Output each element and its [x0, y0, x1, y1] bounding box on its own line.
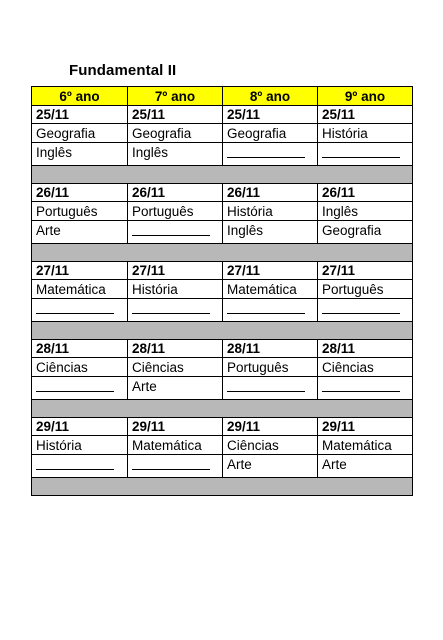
- date-cell: 25/11: [32, 106, 128, 124]
- blank-line: [132, 223, 210, 236]
- date-cell: 29/11: [223, 418, 318, 436]
- subject-row: [32, 221, 413, 244]
- subject-row: [32, 280, 413, 299]
- date-cell: 28/11: [128, 340, 223, 358]
- subject-row: [32, 299, 413, 322]
- date-cell: 25/11: [223, 106, 318, 124]
- subject-row: [32, 358, 413, 377]
- date-row: [32, 184, 413, 202]
- subject-cell: Geografia: [223, 124, 318, 143]
- column-header: 8º ano: [223, 87, 318, 106]
- subject-cell: Matemática: [32, 280, 128, 299]
- column-header: 9º ano: [318, 87, 413, 106]
- date-cell: 29/11: [32, 418, 128, 436]
- blank-line: [227, 301, 305, 314]
- separator-row: [32, 322, 413, 340]
- separator-row: [32, 244, 413, 262]
- date-cell: 27/11: [223, 262, 318, 280]
- subject-cell: [128, 455, 223, 478]
- subject-cell: Inglês: [223, 221, 318, 244]
- blank-line: [227, 145, 305, 158]
- separator-cell: [32, 400, 413, 418]
- date-cell: 28/11: [318, 340, 413, 358]
- subject-cell: Português: [32, 202, 128, 221]
- header-row: [32, 87, 413, 106]
- separator-row: [32, 400, 413, 418]
- subject-cell: [32, 299, 128, 322]
- blank-line: [132, 457, 210, 470]
- blank-line: [322, 301, 400, 314]
- separator-row: [32, 478, 413, 496]
- blank-line: [322, 145, 400, 158]
- separator-cell: [32, 322, 413, 340]
- subject-cell: Ciências: [318, 358, 413, 377]
- date-cell: 25/11: [318, 106, 413, 124]
- blank-line: [322, 379, 400, 392]
- date-cell: 26/11: [128, 184, 223, 202]
- date-cell: 26/11: [32, 184, 128, 202]
- subject-cell: Arte: [32, 221, 128, 244]
- subject-cell: [128, 299, 223, 322]
- date-cell: 29/11: [318, 418, 413, 436]
- subject-cell: Inglês: [32, 143, 128, 166]
- subject-cell: [128, 221, 223, 244]
- subject-cell: Matemática: [128, 436, 223, 455]
- subject-cell: [318, 143, 413, 166]
- subject-row: [32, 202, 413, 221]
- date-row: [32, 262, 413, 280]
- subject-cell: Inglês: [318, 202, 413, 221]
- subject-cell: Geografia: [318, 221, 413, 244]
- date-cell: 27/11: [128, 262, 223, 280]
- date-cell: 27/11: [318, 262, 413, 280]
- date-cell: 27/11: [32, 262, 128, 280]
- subject-cell: Matemática: [223, 280, 318, 299]
- subject-cell: Ciências: [223, 436, 318, 455]
- subject-cell: [32, 455, 128, 478]
- date-cell: 26/11: [318, 184, 413, 202]
- subject-row: [32, 455, 413, 478]
- subject-row: [32, 143, 413, 166]
- separator-cell: [32, 244, 413, 262]
- blank-line: [36, 301, 114, 314]
- subject-cell: História: [318, 124, 413, 143]
- separator-row: [32, 166, 413, 184]
- column-header: 7º ano: [128, 87, 223, 106]
- subject-cell: [318, 299, 413, 322]
- subject-cell: História: [32, 436, 128, 455]
- subject-cell: Matemática: [318, 436, 413, 455]
- subject-cell: Ciências: [32, 358, 128, 377]
- blank-line: [36, 379, 114, 392]
- subject-cell: Português: [223, 358, 318, 377]
- date-cell: 28/11: [223, 340, 318, 358]
- subject-cell: Arte: [128, 377, 223, 400]
- page-title: Fundamental II: [69, 62, 177, 79]
- separator-cell: [32, 478, 413, 496]
- blank-line: [132, 301, 210, 314]
- schedule-table: [31, 86, 413, 496]
- subject-cell: História: [128, 280, 223, 299]
- blank-line: [227, 379, 305, 392]
- date-row: [32, 106, 413, 124]
- subject-cell: Geografia: [32, 124, 128, 143]
- date-cell: 29/11: [128, 418, 223, 436]
- subject-cell: Arte: [318, 455, 413, 478]
- date-cell: 25/11: [128, 106, 223, 124]
- subject-cell: Português: [318, 280, 413, 299]
- date-row: [32, 418, 413, 436]
- subject-cell: História: [223, 202, 318, 221]
- date-cell: 26/11: [223, 184, 318, 202]
- blank-line: [36, 457, 114, 470]
- subject-cell: Ciências: [128, 358, 223, 377]
- date-row: [32, 340, 413, 358]
- schedule-body: [32, 87, 413, 496]
- subject-cell: [223, 377, 318, 400]
- separator-cell: [32, 166, 413, 184]
- subject-cell: Arte: [223, 455, 318, 478]
- subject-cell: [223, 299, 318, 322]
- subject-row: [32, 124, 413, 143]
- subject-cell: Inglês: [128, 143, 223, 166]
- date-cell: 28/11: [32, 340, 128, 358]
- subject-row: [32, 377, 413, 400]
- subject-cell: [223, 143, 318, 166]
- column-header: 6º ano: [32, 87, 128, 106]
- subject-cell: Geografia: [128, 124, 223, 143]
- subject-cell: [32, 377, 128, 400]
- subject-cell: [318, 377, 413, 400]
- subject-cell: Português: [128, 202, 223, 221]
- subject-row: [32, 436, 413, 455]
